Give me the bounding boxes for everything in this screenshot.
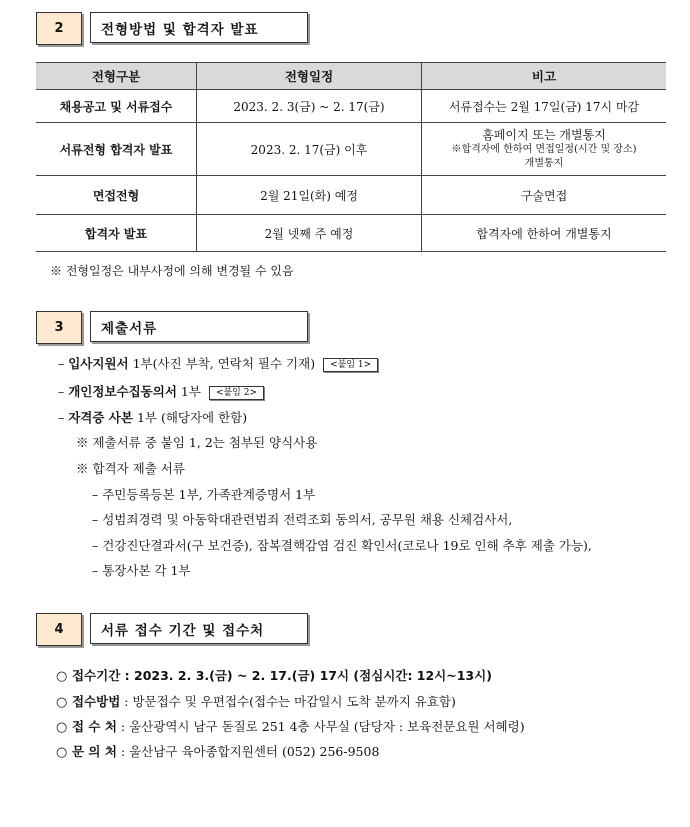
item-detail: 1부(사진 부착, 연락처 필수 기재) [128,356,316,371]
document-item: – 개인정보수집동의서 1부 <붙임 2> [58,382,264,400]
document-item: – 자격증 사본 1부 (해당자에 한함) [58,410,248,425]
attachment-tag: <붙임 1> [323,358,378,372]
table-header-row [36,63,666,90]
column-header: 전형일정 [197,63,422,90]
section-number: 3 [36,311,82,344]
reception-item: ○ 접 수 처 : 울산광역시 남구 돋질로 251 4층 사무실 (담당자 : 보육전문요원 서혜령) [56,719,525,735]
document-note: ※ 제출서류 중 붙임 1, 2는 첨부된 양식사용 [76,435,318,450]
stage-cell: 면접전형 [36,176,197,215]
section-title: 서류 접수 기간 및 접수처 [90,613,308,644]
reception-item: ○ 문 의 처 : 울산남구 육아종합지원센터 (052) 256-9508 [56,744,380,760]
note-sub2: 개별통지 [524,158,564,169]
table-row [36,176,666,215]
item-name: 자격증 사본 [68,410,133,425]
sub-item: – 건강진단결과서(구 보건증), 잠복결핵감염 검진 확인서(코로나 19로 인해 추후 제출 가능), [92,538,592,553]
item-value: 2023. 2. 3.(금) ~ 2. 17.(금) 17시 (점심시간: 12시~13시) [134,668,492,683]
reception-item: ○ 접수기간 : 2023. 2. 3.(금) ~ 2. 17.(금) 17시 (점심시간: 12시~13시) [56,668,492,684]
attachment-tag: <붙임 2> [209,386,264,400]
sub-item: – 통장사본 각 1부 [92,563,191,578]
sub-item: – 성범죄경력 및 아동학대관련범죄 전력조회 동의서, 공무원 채용 신체검사서, [92,512,513,527]
section-number: 2 [36,12,82,45]
note-cell [422,123,667,176]
item-name: 개인정보수집동의서 [68,384,177,399]
item-value: 방문접수 및 우편접수(접수는 마감일시 도착 분까지 유효함) [132,694,456,709]
sub-item: – 주민등록등본 1부, 가족관계증명서 1부 [92,487,316,502]
item-name: 입사지원서 [68,356,129,371]
stage-cell: 서류전형 합격자 발표 [36,123,197,176]
note-sub: ※합격자에 한하여 면접일정(시간 및 장소) [451,144,637,155]
schedule-cell: 2023. 2. 3(금) ~ 2. 17(금) [197,90,422,123]
note-cell: 서류접수는 2월 17일(금) 17시 마감 [422,90,667,123]
table-row [36,123,666,176]
circle-bullet-icon: ○ [56,720,68,735]
sub-item-text: 성범죄경력 및 아동학대관련범죄 전력조회 동의서, 공무원 채용 신체검사서, [102,512,513,527]
item-label: 접 수 처 [71,719,117,734]
circle-bullet-icon: ○ [56,695,68,710]
section-title: 전형방법 및 합격자 발표 [90,12,308,43]
document-note: ※ 합격자 제출 서류 [76,461,185,476]
item-value: 울산광역시 남구 돋질로 251 4층 사무실 (담당자 : 보육전문요원 서혜령) [129,719,525,734]
reception-item: ○ 접수방법 : 방문접수 및 우편접수(접수는 마감일시 도착 분까지 유효함) [56,694,456,710]
table-row [36,215,666,252]
sub-item-text: 주민등록등본 1부, 가족관계증명서 1부 [102,487,316,502]
column-header: 전형구분 [36,63,197,90]
column-header: 비고 [422,63,667,90]
schedule-cell: 2월 넷째 주 예정 [197,215,422,252]
circle-bullet-icon: ○ [56,669,68,684]
document-item: – 입사지원서 1부(사진 부착, 연락처 필수 기재) <붙임 1> [58,354,378,372]
circle-bullet-icon: ○ [56,745,68,760]
item-detail: 1부 (해당자에 한함) [132,410,248,425]
sub-item-text: 건강진단결과서(구 보건증), 잠복결핵감염 검진 확인서(코로나 19로 인해 추후 제출 가능), [102,538,592,553]
note-cell: 합격자에 한하여 개별통지 [422,215,667,252]
item-label: 접수기간 [71,668,121,683]
schedule-footnote: ※ 전형일정은 내부사정에 의해 변경될 수 있음 [50,264,294,278]
note-cell: 구술면접 [422,176,667,215]
schedule-table [36,62,666,252]
schedule-cell: 2023. 2. 17(금) 이후 [197,123,422,176]
section-title: 제출서류 [90,311,308,342]
item-detail: 1부 [176,384,201,399]
sub-item-text: 통장사본 각 1부 [102,563,191,578]
stage-cell: 채용공고 및 서류접수 [36,90,197,123]
item-value: 울산남구 육아종합지원센터 (052) 256-9508 [129,744,380,759]
section-number: 4 [36,613,82,646]
schedule-cell: 2월 21일(화) 예정 [197,176,422,215]
item-label: 문 의 처 [71,744,117,759]
item-label: 접수방법 [71,694,121,709]
stage-cell: 합격자 발표 [36,215,197,252]
note-main: 홈페이지 또는 개별통지 [482,128,606,142]
table-row [36,90,666,123]
